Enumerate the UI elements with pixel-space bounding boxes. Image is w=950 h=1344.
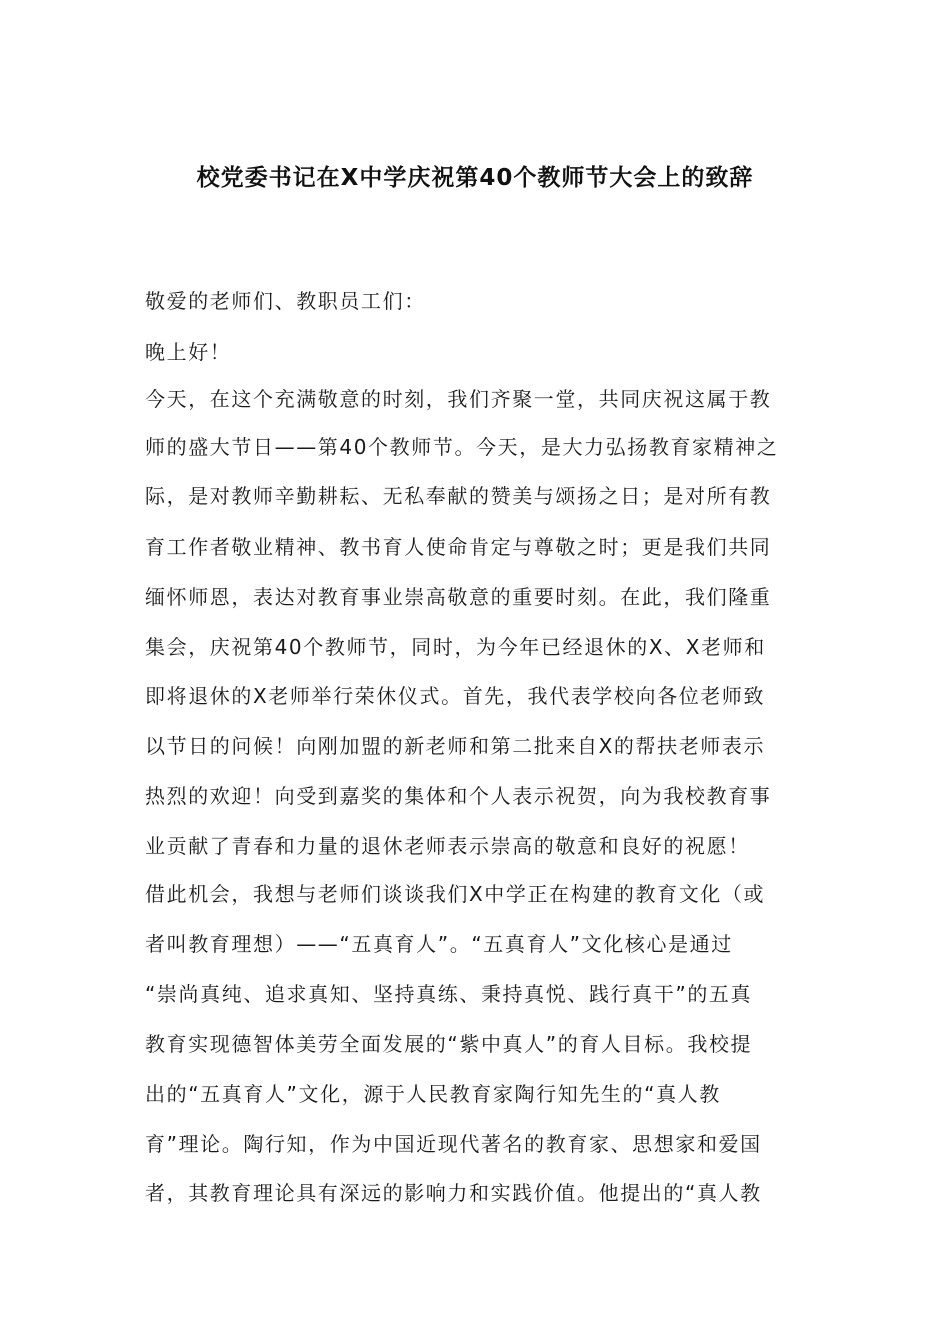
body-text-line: 业贡献了青春和力量的退休老师表示崇高的敬意和良好的祝愿！ (145, 834, 750, 858)
body-text-line: 借此机会，我想与老师们谈谈我们X中学正在构建的教育文化（或 (145, 882, 766, 906)
salutation-line: 敬爱的老师们、教职员工们： (145, 289, 426, 313)
body-text-line: 际，是对教师辛勤耕耘、无私奉献的赞美与颂扬之日；是对所有教 (145, 484, 772, 508)
body-text-line: 师的盛大节日——第40个教师节。今天，是大力弘扬教育家精神之 (145, 435, 779, 459)
body-text-line: 以节日的问候！向刚加盟的新老师和第二批来自X的帮扶老师表示 (145, 734, 766, 758)
body-text-line: 者叫教育理想）——“五真育人”。“五真育人”文化核心是通过 (145, 932, 733, 956)
body-text-line: 教育实现德智体美劳全面发展的“紫中真人”的育人目标。我校提 (145, 1032, 753, 1056)
body-text-line: 热烈的欢迎！向受到嘉奖的集体和个人表示祝贺，向为我校教育事 (145, 784, 772, 808)
body-text-line: 即将退休的X老师举行荣休仪式。首先，我代表学校向各位老师致 (145, 684, 766, 708)
body-text-line: 育”理论。陶行知，作为中国近现代著名的教育家、思想家和爱国 (145, 1132, 762, 1156)
body-text-line: 缅怀师恩，表达对教育事业崇高敬意的重要时刻。在此，我们隆重 (145, 585, 772, 609)
body-text-line: 出的“五真育人”文化，源于人民教育家陶行知先生的“真人教 (145, 1082, 721, 1106)
body-text-line: 今天，在这个充满敬意的时刻，我们齐聚一堂，共同庆祝这属于教 (145, 387, 772, 411)
body-text-line: “崇尚真纯、追求真知、坚持真练、秉持真悦、践行真干”的五真 (145, 982, 753, 1006)
body-text-line: 集会，庆祝第40个教师节，同时，为今年已经退休的X、X老师和 (145, 635, 766, 659)
greeting-line: 晚上好！ (145, 340, 232, 364)
body-text-line: 育工作者敬业精神、教书育人使命肯定与尊敬之时；更是我们共同 (145, 535, 772, 559)
document-title: 校党委书记在X中学庆祝第40个教师节大会上的致辞 (196, 165, 754, 191)
body-text-line: 者，其教育理论具有深远的影响力和实践价值。他提出的“真人教 (145, 1181, 762, 1205)
